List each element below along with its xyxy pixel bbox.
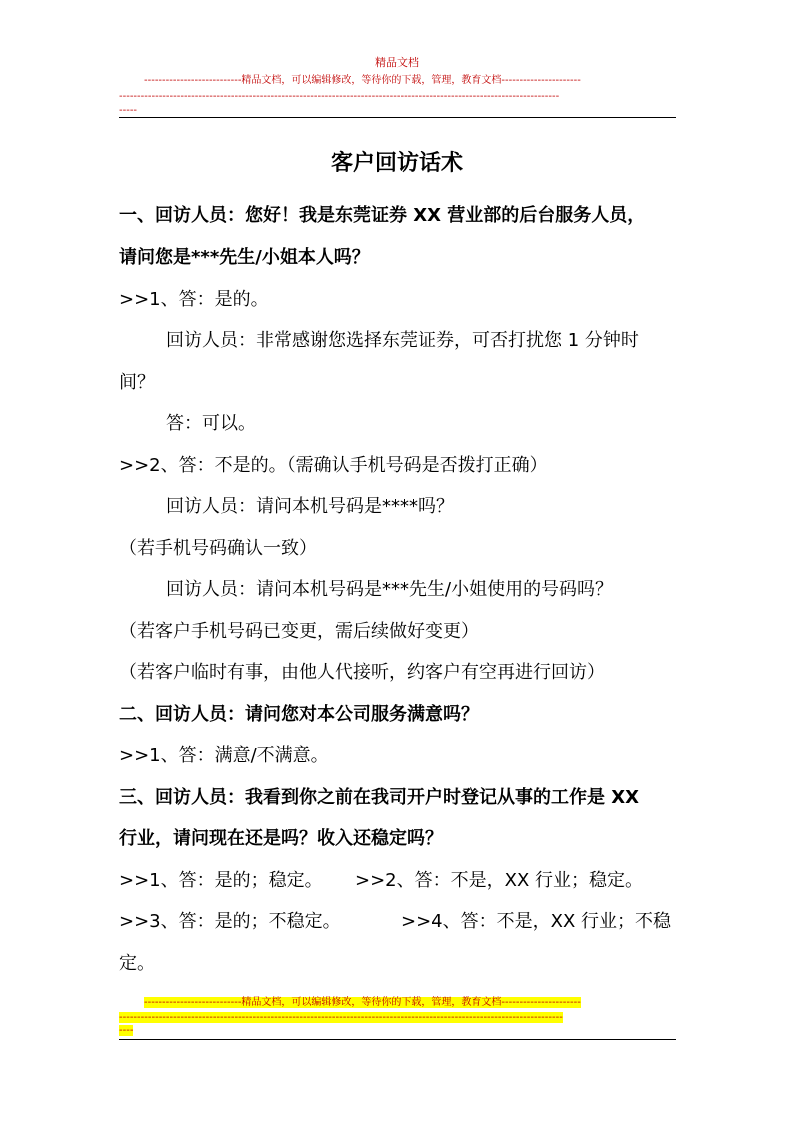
footer-watermark-line: ---------------------------精品文档，可以编辑修改，等待你的下载，管理，教育文档---------------------- bbox=[144, 997, 581, 1008]
section-3-answer-1: >>1、答：是的；稳定。 bbox=[119, 870, 323, 891]
footer-dash-tail: ---- bbox=[119, 1025, 134, 1036]
answer-1-reply-2: 答：可以。 bbox=[166, 413, 256, 434]
answer-2-reply: 回访人员：请问本机号码是****吗？ bbox=[166, 496, 454, 517]
header-dash-line: -------------------------------------------------------------------------------------------------------------------------- bbox=[119, 91, 560, 102]
section-3-answer-4-cont: 定。 bbox=[119, 953, 155, 974]
section-3-question: 三、回访人员：我看到你之前在我司开户时登记从事的工作是 XX bbox=[119, 787, 640, 808]
section-3-answer-2: >>2、答：不是，XX 行业；稳定。 bbox=[355, 870, 643, 891]
section-3-question-cont: 行业，请问现在还是吗？收入还稳定吗？ bbox=[119, 828, 443, 849]
header-title: 精品文档 bbox=[375, 56, 419, 69]
section-3-answer-3: >>3、答：是的；不稳定。 bbox=[119, 911, 341, 932]
section-1-question: 一、回访人员：您好！我是东莞证券 XX 营业部的后台服务人员， bbox=[119, 205, 646, 226]
answer-2-note-1: （若手机号码确认一致） bbox=[119, 538, 317, 559]
answer-2: >>2、答：不是的。（需确认手机号码是否拨打正确） bbox=[119, 455, 548, 476]
section-3-answer-4: >>4、答：不是，XX 行业；不稳 bbox=[401, 911, 671, 932]
header-dash-tail: ----- bbox=[119, 105, 138, 116]
footer-divider bbox=[119, 1039, 676, 1040]
section-2-answer: >>1、答：满意/不满意。 bbox=[119, 745, 329, 766]
section-1-question-cont: 请问您是***先生/小姐本人吗？ bbox=[119, 247, 370, 268]
answer-1: >>1、答：是的。 bbox=[119, 289, 269, 310]
answer-2-note-3: （若客户临时有事，由他人代接听，约客户有空再进行回访） bbox=[119, 662, 605, 683]
answer-2-reply-2: 回访人员：请问本机号码是***先生/小姐使用的号码吗？ bbox=[166, 579, 614, 600]
footer-dash-line: --------------------------------------------------------------------------------------------------------------------------- bbox=[119, 1012, 563, 1023]
header-watermark-line: ---------------------------精品文档，可以编辑修改，等待你的下载，管理，教育文档---------------------- bbox=[144, 75, 581, 86]
header-divider bbox=[119, 117, 676, 118]
document-title: 客户回访话术 bbox=[330, 151, 463, 176]
answer-1-reply: 回访人员：非常感谢您选择东莞证券，可否打扰您 1 分钟时 bbox=[166, 330, 639, 351]
section-2-question: 二、回访人员：请问您对本公司服务满意吗？ bbox=[119, 704, 479, 725]
answer-1-reply-cont: 间？ bbox=[119, 372, 155, 393]
answer-2-note-2: （若客户手机号码已变更，需后续做好变更） bbox=[119, 621, 479, 642]
